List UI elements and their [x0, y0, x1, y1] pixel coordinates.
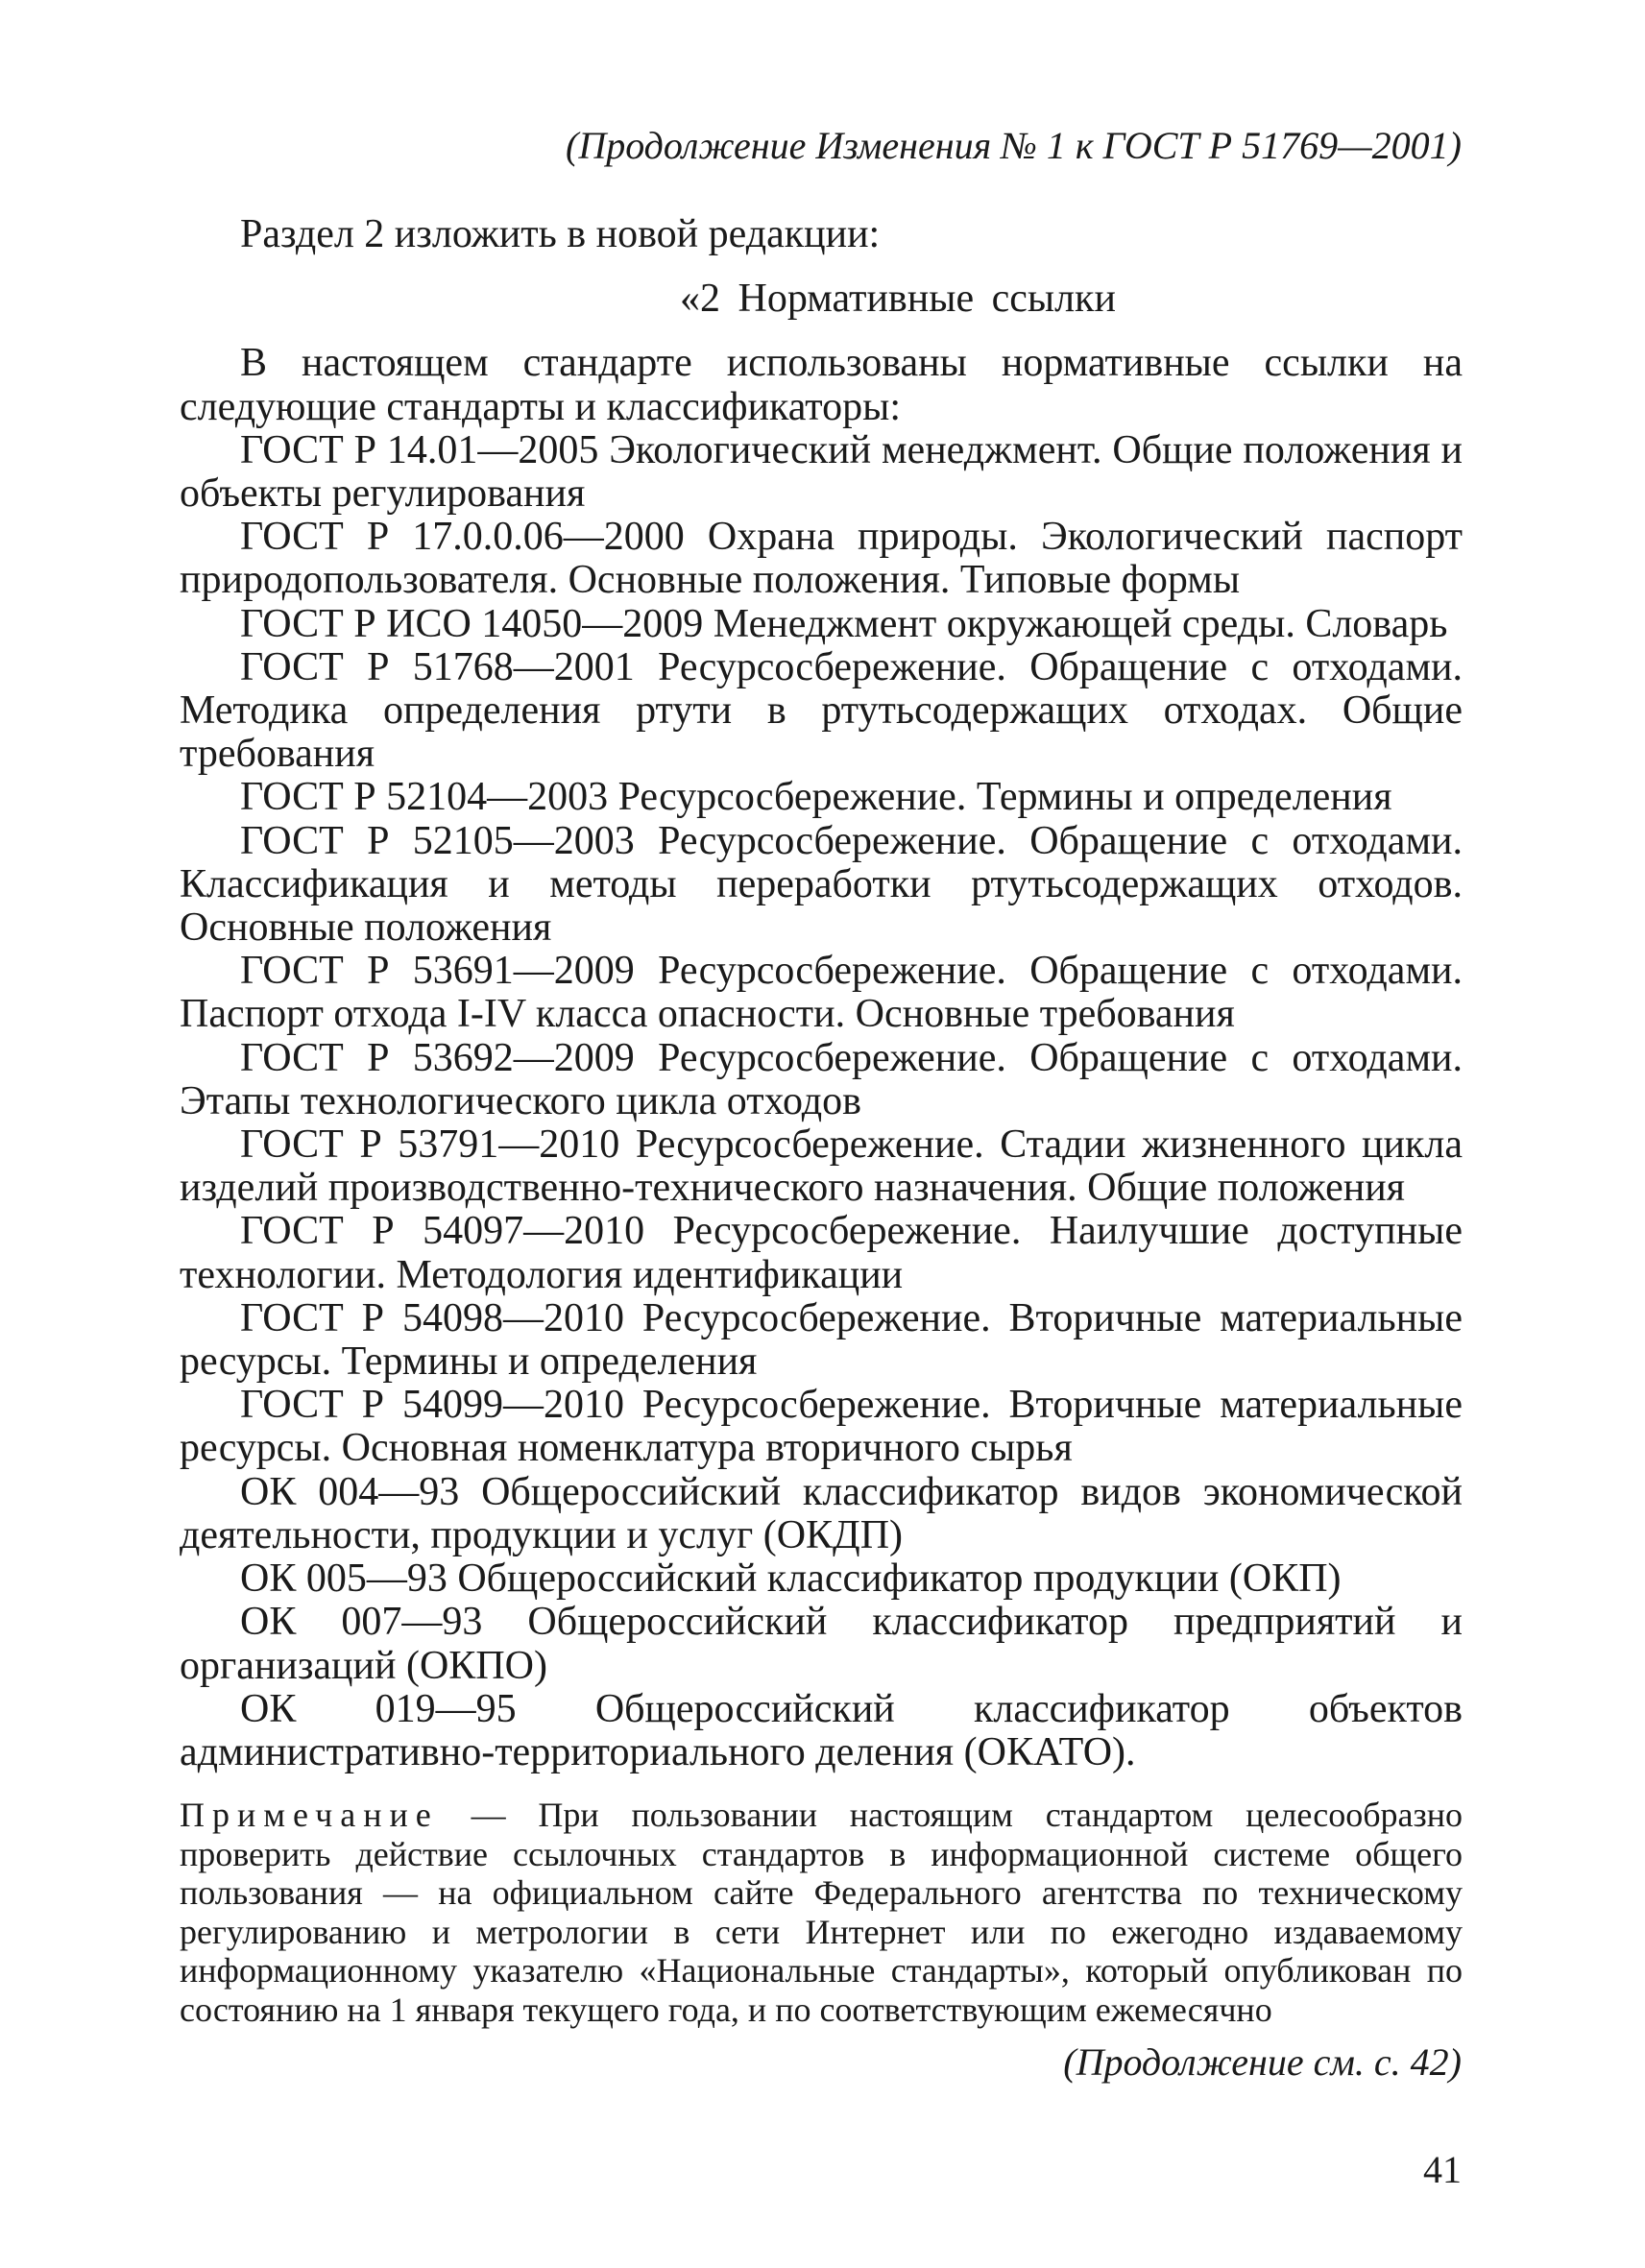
- page-header-continuation: (Продолжение Изменения № 1 к ГОСТ Р 51769—2001): [566, 124, 1462, 167]
- reference-item: ГОСТ Р 54097—2010 Ресурсосбережение. Наилучшие доступные технологии. Методология идентификации: [180, 1209, 1463, 1297]
- page-footer-continuation: (Продолжение см. с. 42): [1063, 2040, 1462, 2084]
- reference-item: ГОСТ Р 53691—2009 Ресурсосбережение. Обращение с отходами. Паспорт отхода I-IV класса опасности. Основные требования: [180, 949, 1463, 1037]
- reference-item: ГОСТ Р 53692—2009 Ресурсосбережение. Обращение с отходами. Этапы технологического цикла отходов: [180, 1035, 1463, 1123]
- note-paragraph: [180, 1796, 1463, 2029]
- note-text: — При пользовании настоящим стандартом целесообразно проверить действие ссылочных стандартов в информационной системе общего пользования — на официальном сайте Федерального агентства по техническому регулированию и метрологии в сети Интернет или по ежегодно издаваемому информационному указателю «Национальные стандарты», который опубликован по состоянию на 1 января текущего года, и по соответствующим ежемесячно: [180, 1796, 1463, 2029]
- reference-item: ГОСТ Р 14.01—2005 Экологический менеджмент. Общие положения и объекты регулирования: [180, 427, 1463, 517]
- note-label: Примечание: [180, 1796, 439, 1835]
- page-number: 41: [1423, 2148, 1462, 2191]
- reference-item: ГОСТ Р 52105—2003 Ресурсосбережение. Обращение с отходами. Классификация и методы переработки ртутьсодержащих отходов. Основные положения: [180, 818, 1463, 951]
- reference-item: ГОСТ Р 54098—2010 Ресурсосбережение. Вторичные материальные ресурсы. Термины и определения: [180, 1295, 1463, 1385]
- reference-item: ГОСТ Р 17.0.0.06—2000 Охрана природы. Экологический паспорт природопользователя. Основные положения. Типовые формы: [180, 515, 1463, 603]
- intro-text: Раздел 2 изложить в новой редакции:: [240, 212, 881, 256]
- reference-item: ОК 005—93 Общероссийский классификатор продукции (ОКП): [240, 1556, 1342, 1602]
- reference-item: ГОСТ Р 52104—2003 Ресурсосбережение. Термины и определения: [240, 775, 1392, 820]
- reference-item: ОК 019—95 Общероссийский классификатор объектов административно-территориального деления (ОКАТО).: [180, 1686, 1463, 1774]
- section-title: «2 Нормативные ссылки: [680, 277, 1116, 322]
- reference-item: ГОСТ Р 51768—2001 Ресурсосбережение. Обращение с отходами. Методика определения ртути в ртутьсодержащих отходах. Общие требования: [180, 644, 1463, 777]
- reference-item: ГОСТ Р 53791—2010 Ресурсосбережение. Стадии жизненного цикла изделий производственно-технического назначения. Общие положения: [180, 1122, 1463, 1211]
- lead-paragraph: В настоящем стандарте использованы нормативные ссылки на следующие стандарты и классификаторы:: [180, 341, 1463, 429]
- reference-item: ОК 004—93 Общероссийский классификатор видов экономической деятельности, продукции и услуг (ОКДП): [180, 1469, 1463, 1557]
- reference-item: ГОСТ Р 54099—2010 Ресурсосбережение. Вторичные материальные ресурсы. Основная номенклатура вторичного сырья: [180, 1383, 1463, 1471]
- page-content: [180, 213, 1463, 2029]
- references-list: [180, 429, 1463, 1774]
- reference-item: ОК 007—93 Общероссийский классификатор предприятий и организаций (ОКПО): [180, 1600, 1463, 1688]
- reference-item: ГОСТ Р ИСО 14050—2009 Менеджмент окружающей среды. Словарь: [240, 601, 1448, 646]
